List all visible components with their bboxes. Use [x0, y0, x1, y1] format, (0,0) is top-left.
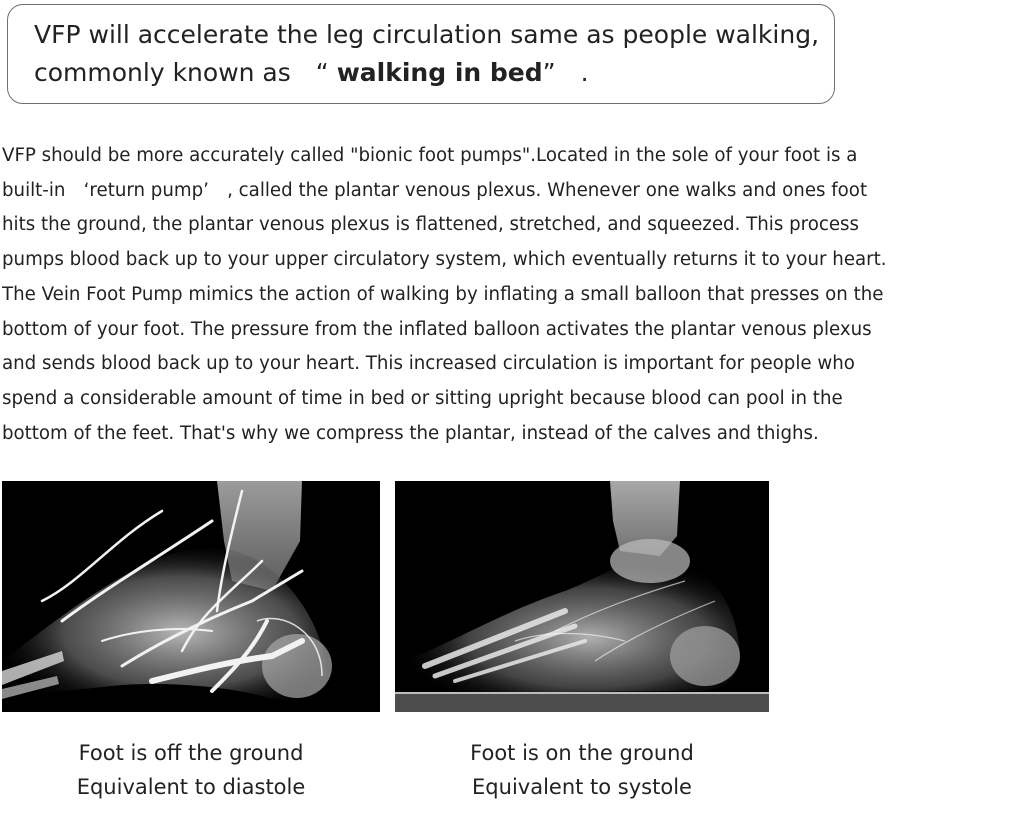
paragraph-line: bottom of your foot. The pressure from the inflated balloon activates the plantar venous plexus	[2, 318, 872, 340]
caption-line-2: Equivalent to diastole	[76, 775, 306, 799]
paragraph-line: VFP should be more accurately called "bionic foot pumps".Located in the sole of your foot is a	[2, 145, 858, 166]
paragraph-line: and sends blood back up to your heart. This increased circulation is important for people who	[2, 353, 855, 375]
description-paragraph	[2, 139, 1032, 451]
callout-line-2-prefix: commonly known as “	[34, 58, 337, 87]
xray-foot-on-ground-drawing	[395, 481, 769, 712]
paragraph-line: pumps blood back up to your upper circulatory system, which eventually returns it to your heart.	[2, 249, 887, 271]
callout-line-2	[34, 57, 589, 89]
callout-line-1: VFP will accelerate the leg circulation same as people walking,	[34, 20, 820, 49]
callout-bold-phrase: walking in bed	[336, 58, 543, 87]
caption-foot-off-ground	[2, 736, 380, 804]
xray-foot-off-ground-image	[2, 481, 380, 712]
paragraph-line: spend a considerable amount of time in bed or sitting upright because blood can pool in the	[2, 387, 843, 409]
paragraph-line: bottom of the feet. That's why we compress the plantar, instead of the calves and thighs.	[2, 422, 819, 444]
caption-line-1: Foot is on the ground	[470, 741, 694, 765]
caption-foot-on-ground	[395, 736, 769, 804]
paragraph-line: hits the ground, the plantar venous plexus is flattened, stretched, and squeezed. This process	[2, 214, 859, 236]
paragraph-line: The Vein Foot Pump mimics the action of walking by inflating a small balloon that presses on the	[2, 283, 884, 305]
callout-line-2-suffix: ” .	[542, 58, 589, 87]
xray-foot-on-ground-image	[395, 481, 769, 712]
caption-line-2: Equivalent to systole	[472, 775, 692, 799]
xray-foot-off-ground-drawing	[2, 481, 380, 712]
paragraph-line: built-in ‘return pump’ , called the plantar venous plexus. Whenever one walks and ones foot	[2, 179, 868, 201]
headline-callout-box	[7, 4, 835, 104]
caption-line-1: Foot is off the ground	[78, 741, 304, 765]
